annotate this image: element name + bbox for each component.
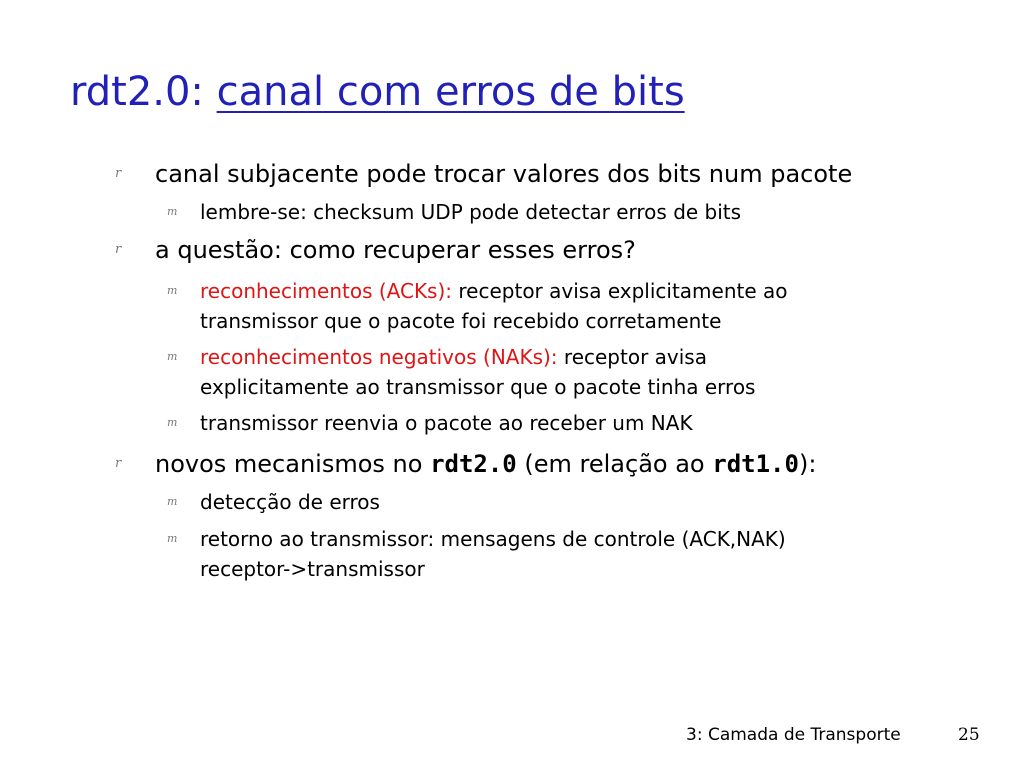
sub-bullet-marker-icon: m bbox=[167, 532, 178, 545]
slide-footer: 3: Camada de Transporte bbox=[686, 725, 901, 745]
sub-bullet-text-continued: receptor->transmissor bbox=[200, 557, 425, 581]
sub-bullet-text: detecção de erros bbox=[200, 490, 380, 514]
bullet-marker-icon: r bbox=[115, 242, 122, 257]
ack-term: reconhecimentos (ACKs): bbox=[200, 279, 453, 303]
bullet-text: canal subjacente pode trocar valores dos bits num pacote bbox=[155, 160, 853, 188]
sub-bullet-item bbox=[167, 487, 380, 517]
title-link[interactable]: canal com erros de bits bbox=[216, 69, 685, 115]
bullet-marker-icon: r bbox=[115, 166, 122, 181]
bullet-text: a questão: como recuperar esses erros? bbox=[155, 236, 636, 264]
bullet-item bbox=[115, 234, 636, 266]
sub-bullet-text-continued: transmissor que o pacote foi recebido corretamente bbox=[200, 309, 722, 333]
sub-bullet-text: transmissor reenvia o pacote ao receber um NAK bbox=[200, 411, 693, 435]
page-number: 25 bbox=[958, 725, 980, 745]
slide-title bbox=[70, 64, 685, 120]
sub-bullet-marker-icon: m bbox=[167, 495, 178, 508]
code-rdt20: rdt2.0 bbox=[430, 450, 517, 478]
sub-bullet-marker-icon: m bbox=[167, 205, 178, 218]
sub-bullet-marker-icon: m bbox=[167, 416, 178, 429]
sub-bullet-text: receptor avisa bbox=[557, 345, 707, 369]
sub-bullet-item bbox=[167, 524, 786, 584]
sub-bullet-text: receptor avisa explicitamente ao bbox=[452, 279, 788, 303]
bullet-text: (em relação ao bbox=[516, 450, 713, 478]
bullet-text: novos mecanismos no bbox=[155, 450, 431, 478]
nak-term: reconhecimentos negativos (NAKs): bbox=[200, 345, 558, 369]
sub-bullet-item bbox=[167, 276, 788, 336]
sub-bullet-text: retorno ao transmissor: mensagens de controle (ACK,NAK) bbox=[200, 527, 786, 551]
sub-bullet-item bbox=[167, 197, 742, 227]
code-rdt10: rdt1.0 bbox=[712, 450, 799, 478]
bullet-text: ): bbox=[798, 450, 817, 478]
bullet-marker-icon: r bbox=[115, 456, 122, 471]
bullet-item bbox=[115, 158, 853, 190]
sub-bullet-marker-icon: m bbox=[167, 284, 178, 297]
sub-bullet-text-continued: explicitamente ao transmissor que o pacote tinha erros bbox=[200, 375, 756, 399]
sub-bullet-marker-icon: m bbox=[167, 350, 178, 363]
sub-bullet-item bbox=[167, 342, 756, 402]
title-prefix: rdt2.0: bbox=[70, 69, 217, 115]
bullet-item bbox=[115, 448, 817, 480]
sub-bullet-text: lembre-se: checksum UDP pode detectar erros de bits bbox=[200, 200, 742, 224]
sub-bullet-item bbox=[167, 408, 693, 438]
